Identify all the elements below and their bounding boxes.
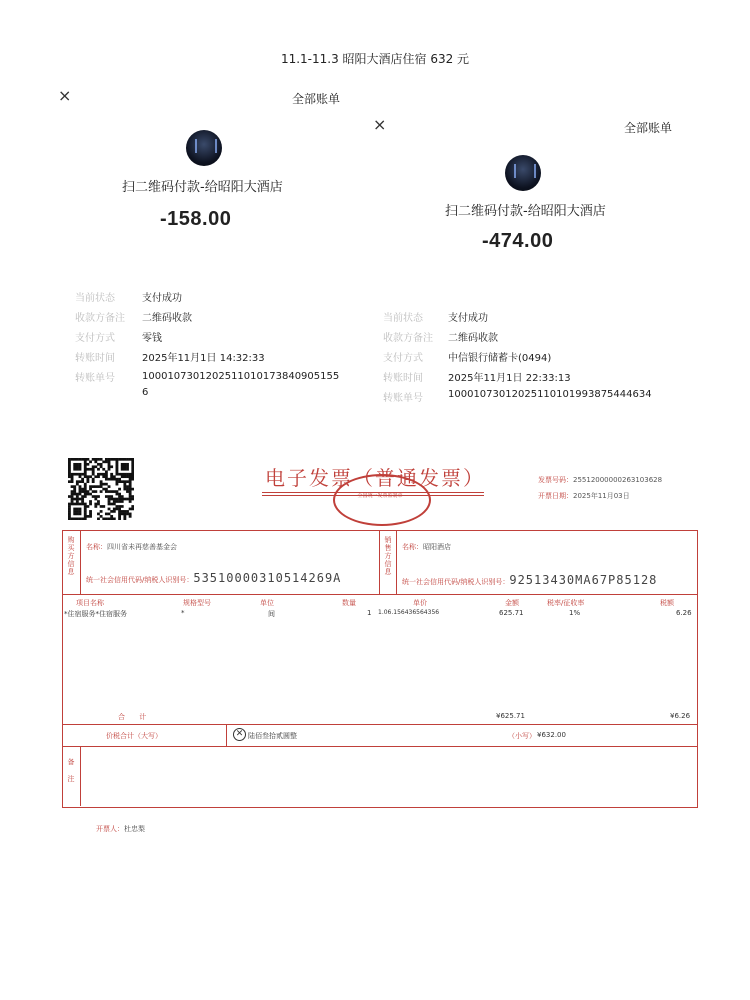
amount: -474.00 [482,230,554,252]
buyer-code-label: 统一社会信用代码/纳税人识别号： [86,576,194,584]
merchant-avatar [505,155,541,191]
col-item-name: 项目名称 [76,599,104,607]
row-value: 二维码收款 [448,333,498,344]
row-value: 中信银行储蓄卡(0494) [448,353,552,364]
row-value: 2025年11月1日 22:33:13 [448,373,571,384]
payee-label: 扫二维码付款-给昭阳大酒店 [122,180,283,195]
seller-code-label: 统一社会信用代码/纳税人识别号： [402,578,510,586]
invoice-number-label: 发票号码： [538,476,573,484]
divider [396,530,397,594]
row-key: 收款方备注 [383,333,433,344]
row-value: 支付成功 [448,313,488,324]
row-value: 10001073012025110101738409051556 [142,371,340,398]
grand-total-small-label: （小写） [508,732,536,740]
row-key: 当前状态 [75,293,115,304]
invoice-title: 电子发票（普通发票） [265,466,485,490]
close-icon[interactable]: × [373,115,387,134]
buyer-side-label: 购买方信息 [67,536,75,576]
seller-name-value: 昭阳酒店 [423,543,451,551]
col-qty: 数量 [342,599,356,607]
divider [62,724,697,725]
row-key: 收款方备注 [75,313,125,324]
cross-circle-icon: ✕ [233,728,246,741]
merchant-avatar [186,130,222,166]
invoice-date-value: 2025年11月03日 [573,492,630,500]
item-amount: 625.71 [499,609,524,617]
payee-label: 扫二维码付款-给昭阳大酒店 [445,204,606,219]
total-amount: ¥625.71 [496,712,525,720]
item-unit: 间 [268,610,275,618]
item-tax: 6.26 [676,609,692,617]
row-key: 当前状态 [383,313,423,324]
row-value: 2025年11月1日 14:32:33 [142,353,265,364]
divider [62,746,697,747]
receipt-header: 全部账单 [624,121,673,135]
col-unit: 单位 [260,599,274,607]
buyer-code-value: 53510000310514269A [193,571,342,585]
buyer-name-label: 名称： [86,543,107,551]
col-amount: 金额 [505,599,519,607]
row-value: 零钱 [142,333,162,344]
row-key: 支付方式 [75,333,115,344]
issuer-name: 杜忠梨 [124,825,145,833]
total-tax: ¥6.26 [670,712,691,720]
col-price: 单价 [413,599,427,607]
item-rate: 1% [569,609,581,617]
item-price: 1.06.156436564356 [378,609,440,616]
seal-text: 全国统一发票监制章 [357,493,403,499]
buyer-name [86,542,177,552]
row-key: 支付方式 [383,353,423,364]
row-value: 支付成功 [142,293,182,304]
invoice-date [538,491,630,501]
row-key: 转账时间 [383,373,423,384]
qr-code [68,458,134,520]
amount: -158.00 [160,208,232,230]
col-spec: 规格型号 [183,599,211,607]
invoice-date-label: 开票日期： [538,492,573,500]
seller-name-label: 名称： [402,543,423,551]
grand-total-small: ¥632.00 [537,731,566,739]
seller-code-value: 92513430MA67P85128 [509,573,658,587]
invoice-number [538,475,662,485]
divider [379,530,380,594]
seller-side-label: 销售方信息 [384,536,392,576]
invoice-number-value: 25512000000263103628 [573,476,663,484]
buyer-name-value: 四川省未再慈善基金会 [107,543,177,551]
buyer-code [86,567,341,586]
row-key: 转账单号 [383,393,423,404]
col-tax: 税额 [660,599,674,607]
item-spec: * [181,609,185,617]
issuer-label: 开票人： [96,825,124,833]
divider [80,746,81,806]
divider [80,530,81,594]
remarks-label: 备注 [67,758,75,792]
item-qty: 1 [367,609,372,617]
grand-total-label: 价税合计（大写） [106,732,162,740]
total-label: 合 计 [118,713,153,721]
close-icon[interactable]: × [58,86,72,105]
row-key: 转账时间 [75,353,115,364]
divider [226,724,227,746]
item-name: *住宿服务*住宿服务 [64,610,127,618]
divider [62,594,697,595]
receipt-header: 全部账单 [292,92,341,106]
row-key: 转账单号 [75,373,115,384]
page-title: 11.1-11.3 昭阳大酒店住宿 632 元 [280,52,470,66]
grand-total-words: 陆佰叁拾贰圆整 [248,732,297,740]
seller-code [402,569,657,588]
seller-name [402,542,451,552]
row-value: 10001073012025110101993875444634 [448,389,652,400]
row-value: 二维码收款 [142,313,192,324]
col-rate: 税率/征收率 [547,599,585,607]
issuer [96,824,145,834]
invoice-seal [333,474,431,526]
